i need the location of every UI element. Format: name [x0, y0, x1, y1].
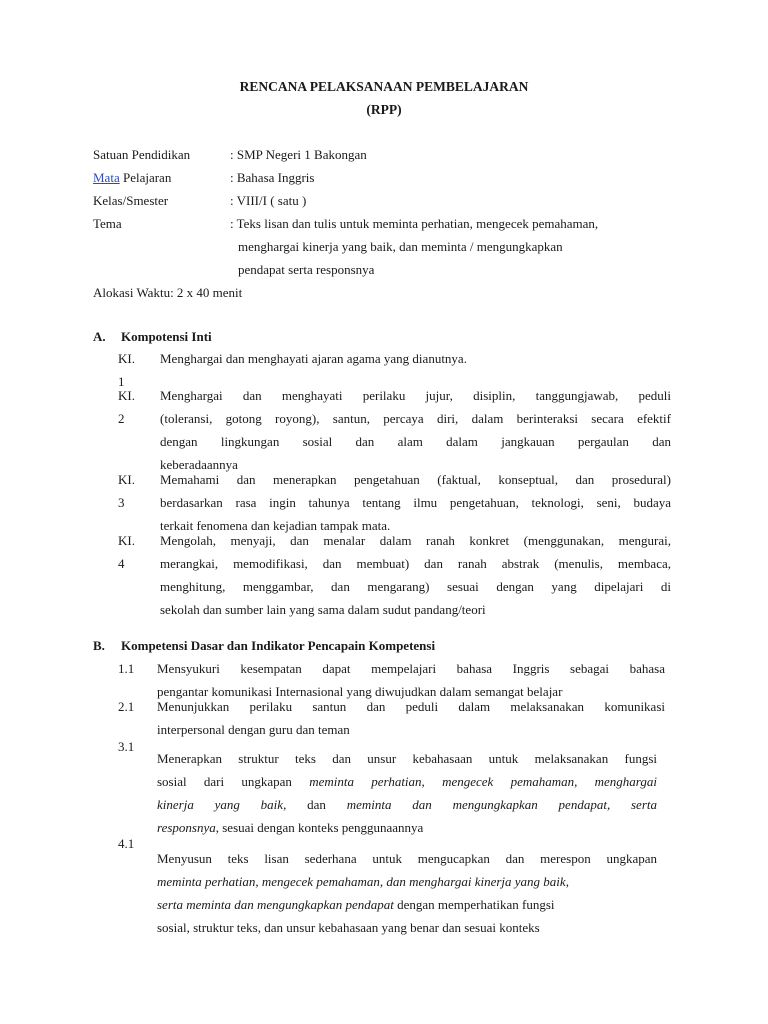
kd-1-1-text-line: pengantar komunikasi Internasional yang diwujudkan dalam semangat belajar — [157, 684, 563, 699]
ki-1-text-line: Menghargai dan menghayati ajaran agama yang dianutnya. — [160, 351, 467, 366]
kd-3-1-text-span: , sesuai dengan konteks penggunaannya — [215, 820, 424, 835]
ki-3-number: 3 — [118, 495, 125, 510]
ki-2-text-line: dengan lingkungan sosial dan alam dalam jangkauan pergaulan dan — [160, 434, 671, 449]
kd-3-1-text-span: sosial dari ungkapan — [157, 774, 310, 789]
kd-4-1-text-span: dengan memperhatikan fungsi — [393, 897, 555, 912]
ki-3-text-line: berdasarkan rasa ingin tahunya tentang ilmu pengetahuan, teknologi, seni, budaya — [160, 495, 671, 510]
mapel-label — [93, 166, 171, 189]
alokasi-waktu: Alokasi Waktu: 2 x 40 menit — [93, 285, 243, 300]
kd-3-1-number: 3.1 — [118, 739, 135, 754]
kd-4-1-text-line — [157, 893, 555, 916]
kd-4-1-italic-span: meminta perhatian, mengecek pemahaman, dan menghargai kinerja yang baik, — [157, 874, 569, 889]
kelas-value: : VIII/I ( satu ) — [230, 193, 307, 208]
kd-3-1-text-line — [157, 816, 423, 839]
ki-2-text-line: keberadaannya — [160, 457, 238, 472]
ki-2-number: 2 — [118, 411, 125, 426]
kd-3-1-text-line — [157, 770, 657, 793]
kd-2-1-text-line: Menunjukkan perilaku santun dan peduli dalam melaksanakan komunikasi — [157, 699, 665, 714]
ki-4-number: 4 — [118, 556, 125, 571]
ki-2-text-line: Menghargai dan menghayati perilaku jujur, disiplin, tanggungjawab, peduli — [160, 388, 671, 403]
kd-4-1-text-line: Menyusun teks lisan sederhana untuk mengucapkan dan merespon ungkapan — [157, 851, 657, 866]
ki-2-text-line: (toleransi, gotong royong), santun, percaya diri, dalam berinteraksi secara efektif — [160, 411, 671, 426]
section-b-letter: B. — [93, 638, 105, 653]
mata-link[interactable]: Mata — [93, 170, 120, 185]
kd-3-1-italic-span: responsnya — [157, 820, 216, 835]
ki-4-text-line: menghitung, menggambar, dan mengarang) sesuai dengan yang dipelajari di — [160, 579, 671, 594]
tema-value-line1: : Teks lisan dan tulis untuk meminta perhatian, mengecek pemahaman, — [230, 216, 599, 231]
kd-4-1-text-line: sosial, struktur teks, dan unsur kebahasaan yang benar dan sesuai konteks — [157, 920, 540, 935]
kd-3-1-text-line — [157, 793, 657, 816]
mapel-label-rest: Pelajaran — [119, 170, 172, 185]
kd-3-1-italic-span: meminta dan mengungkapkan pendapat, serta — [346, 797, 657, 812]
tema-label: Tema — [93, 216, 122, 231]
ki-4-text-line: sekolah dan sumber lain yang sama dalam sudut pandang/teori — [160, 602, 486, 617]
section-b-heading: Kompetensi Dasar dan Indikator Pencapain Kompetensi — [121, 638, 436, 653]
kd-3-1-italic-span: kinerja yang baik, — [157, 797, 287, 812]
kd-4-1-italic-span: serta meminta dan mengungkapkan pendapat — [157, 897, 394, 912]
tema-value-line3: pendapat serta responsnya — [238, 262, 375, 277]
ki-3-text-line: terkait fenomena dan kejadian tampak mata. — [160, 518, 391, 533]
kd-2-1-text-line: interpersonal dengan guru dan teman — [157, 722, 350, 737]
kd-3-1-italic-span: meminta perhatian, mengecek pemahaman, menghargai — [309, 774, 657, 789]
ki-4-text-line: merangkai, memodifikasi, dan membuat) dan ranah abstrak (menulis, membaca, — [160, 556, 671, 571]
ki-1-number: 1 — [118, 374, 125, 389]
section-a-letter: A. — [93, 329, 106, 344]
ki-4-text-line: Mengolah, menyaji, dan menalar dalam ranah konkret (menggunakan, mengurai, — [160, 533, 671, 548]
ki-3-text-line: Memahami dan menerapkan pengetahuan (faktual, konseptual, dan prosedural) — [160, 472, 671, 487]
ki-4-label: KI. — [118, 533, 135, 548]
ki-2-label: KI. — [118, 388, 135, 403]
ki-1-label: KI. — [118, 351, 135, 366]
section-a-heading: Kompotensi Inti — [121, 329, 212, 344]
ki-3-label: KI. — [118, 472, 135, 487]
doc-title: RENCANA PELAKSANAAN PEMBELAJARAN — [239, 79, 529, 94]
kd-1-1-text-line: Mensyukuri kesempatan dapat mempelajari bahasa Inggris sebagai bahasa — [157, 661, 665, 676]
satuan-label: Satuan Pendidikan — [93, 147, 191, 162]
satuan-value: : SMP Negeri 1 Bakongan — [230, 147, 367, 162]
kelas-label: Kelas/Smester — [93, 193, 169, 208]
kd-4-1-text-line — [157, 870, 569, 893]
mapel-value: : Bahasa Inggris — [230, 170, 315, 185]
kd-1-1-number: 1.1 — [118, 661, 135, 676]
kd-3-1-text-line: Menerapkan struktur teks dan unsur kebahasaan untuk melaksanakan fungsi — [157, 751, 657, 766]
kd-3-1-text-span: dan — [286, 797, 347, 812]
doc-subtitle: (RPP) — [366, 102, 402, 117]
tema-value-line2: menghargai kinerja yang baik, dan meminta / mengungkapkan — [238, 239, 563, 254]
kd-2-1-number: 2.1 — [118, 699, 135, 714]
kd-4-1-number: 4.1 — [118, 836, 135, 851]
